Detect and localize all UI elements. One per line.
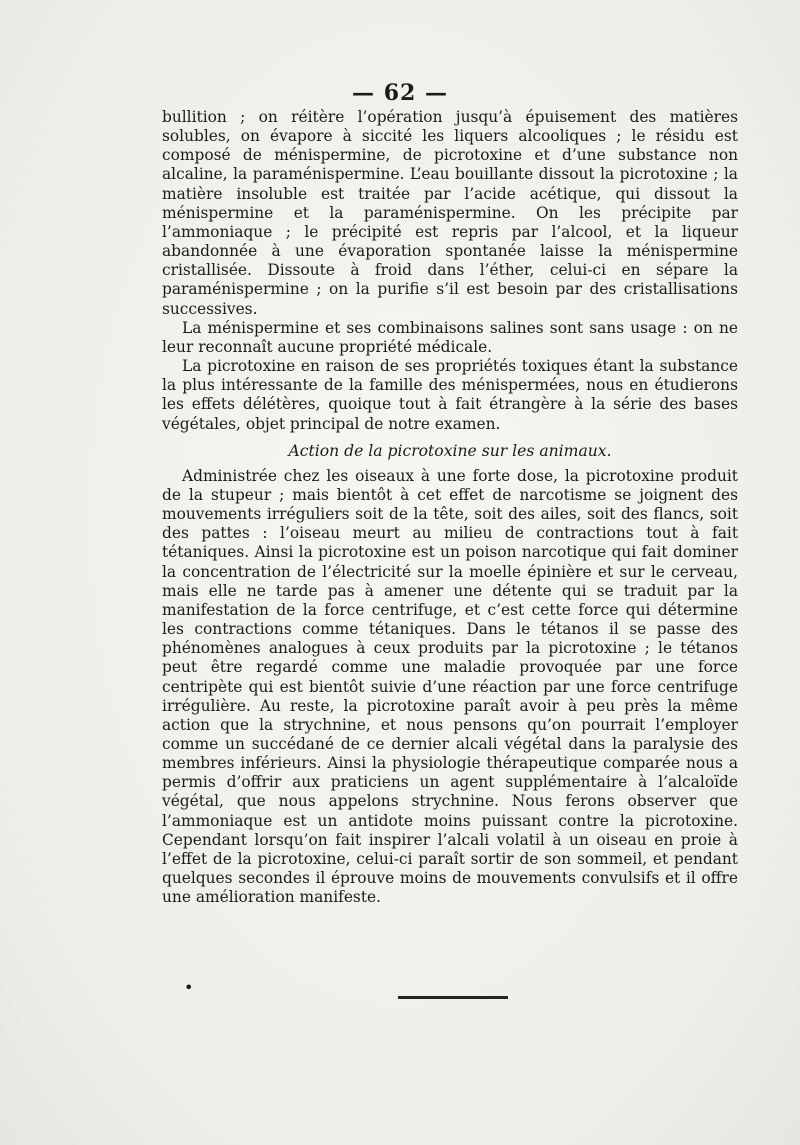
paragraph: La ménispermine et ses combinaisons salines sont sans usage : on ne leur reconnaît aucune propriété médicale. — [162, 318, 738, 356]
paragraph: Administrée chez les oiseaux à une forte dose, la picrotoxine produit de la stupeur ; mais bientôt à cet effet de narcotisme se joignent des mouvements irréguliers soit de la tête, soit des ailes, soit des flancs, soit des pattes : l’oiseau meurt au milieu de contractions tout à fait tétaniques. Ainsi la picrotoxine est un poison narcotique qui fait dominer la concentration de l’électricité sur la moelle épinière et sur le cerveau, mais elle ne tarde pas à amener une détente qui se traduit par la manifestation de la force centrifuge, et c’est cette force qui détermine les contractions comme tétaniques. Dans le tétanos il se passe des phénomènes analogues à ceux produits par la picrotoxine ; le tétanos peut être regardé comme une maladie provoquée par une force centripète qui est bientôt suivie d’une réaction par une force centrifuge irrégulière. Au reste, la picrotoxine paraît avoir à peu près la même action que la strychnine, et nous pensons qu’on pourrait l’employer comme un succédané de ce dernier alcali végétal dans la paralysie des membres inférieurs. Ainsi la physiologie thérapeutique comparée nous a permis d’offrir aux praticiens un agent supplémentaire à l’alcaloïde végétal, que nous appelons strychnine. Nous ferons observer que l’ammoniaque est un antidote moins puissant contre la picrotoxine. Cependant lorsqu’on fait inspirer l’alcali volatil à un oiseau en proie à l’effet de la picrotoxine, celui-ci paraît sortir de son sommeil, et pendant quelques secondes il éprouve moins de mouvements convulsifs et il offre une amélioration manifeste. — [162, 466, 738, 907]
page-number: — 62 — — [352, 80, 448, 106]
body-text — [162, 108, 738, 907]
end-mark: • — [184, 978, 194, 997]
section-heading: Action de la picrotoxine sur les animaux. — [288, 441, 612, 460]
paragraph: bullition ; on réitère l’opération jusqu’à épuisement des matières solubles, on évapore à siccité les liquers alcooliques ; le résidu est composé de ménispermine, de picrotoxine et d’une substance non alcaline, la paraménispermine. L’eau bouillante dissout la picrotoxine ; la matière insoluble est traitée par l’acide acétique, qui dissout la ménispermine et la paraménispermine. On les précipite par l’ammoniaque ; le précipité est repris par l’alcool, et la liqueur abandonnée à une évaporation spontanée laisse la ménispermine cristallisée. Dissoute à froid dans l’éther, celui-ci en sépare la paraménispermine ; on la purifie s’il est besoin par des cristallisations successives. — [162, 108, 738, 318]
end-rule-divider — [398, 996, 508, 999]
paragraph: La picrotoxine en raison de ses propriétés toxiques étant la substance la plus intéressante de la famille des ménispermées, nous en étudierons les effets délétères, quoique tout à fait étrangère à la série des bases végétales, objet principal de notre examen. — [162, 357, 738, 433]
